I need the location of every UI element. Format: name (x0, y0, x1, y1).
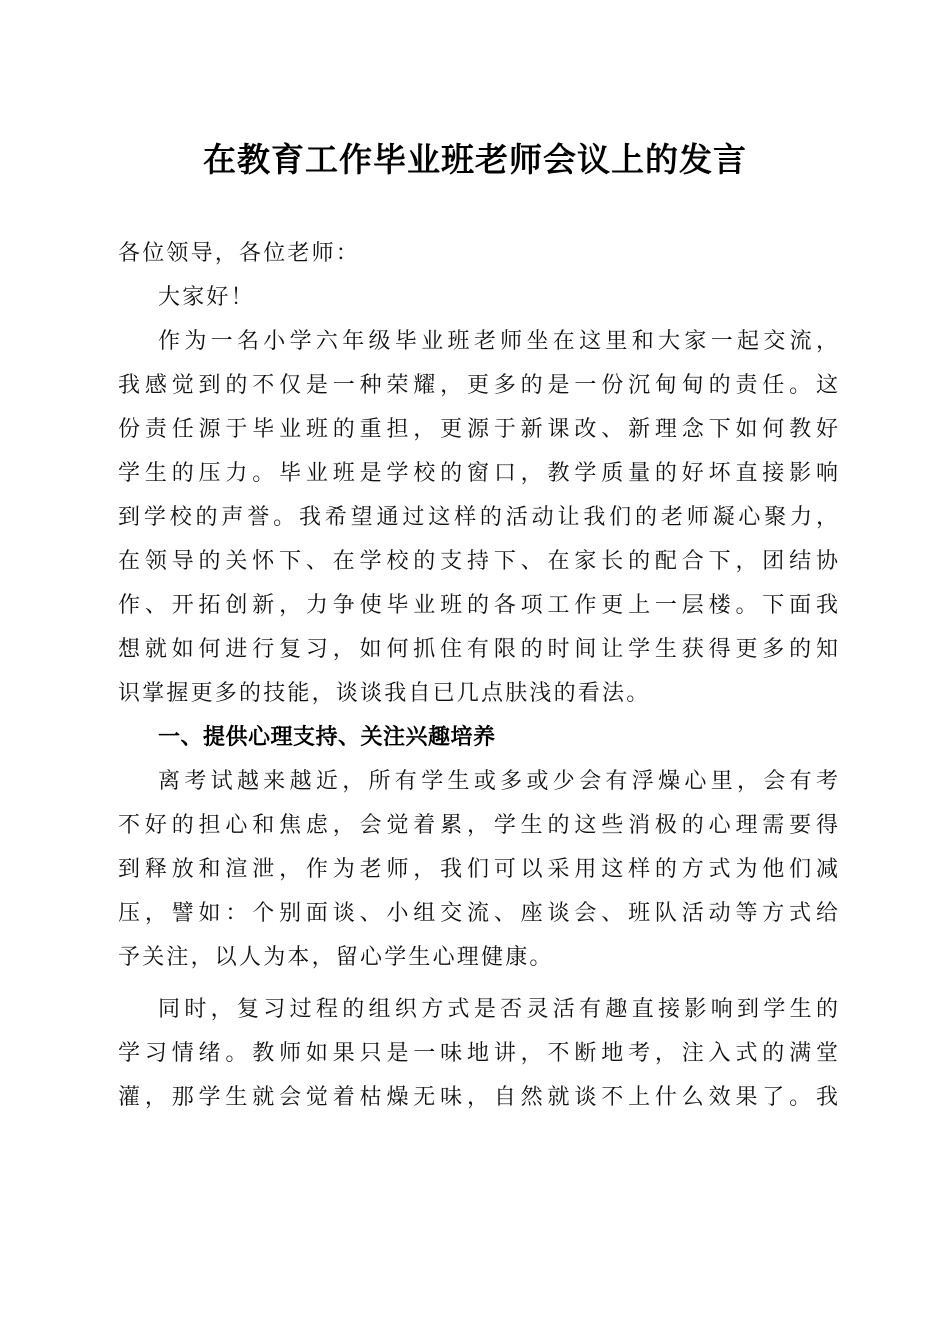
paragraph-1-line-1: 作为一名小学六年级毕业班老师坐在这里和大家一起交流， (158, 329, 838, 354)
paragraph-1-line-8: 想就如何进行复习，如何抓住有限的时间让学生获得更多的知 (118, 637, 838, 662)
section-paragraph-1-line-1: 离考试越来越近，所有学生或多或少会有浮燥心里，会有考 (158, 769, 838, 794)
paragraph-1-line-5: 到学校的声誉。我希望通过这样的活动让我们的老师凝心聚力， (118, 505, 838, 530)
section-heading-1: 一、提供心理支持、关注兴趣培养 (158, 725, 496, 750)
section-paragraph-2-line-1: 同时，复习过程的组织方式是否灵活有趣直接影响到学生的 (158, 997, 838, 1022)
paragraph-1-line-3: 份责任源于毕业班的重担，更源于新课改、新理念下如何教好 (118, 417, 838, 442)
paragraph-1-line-2: 我感觉到的不仅是一种荣耀，更多的是一份沉甸甸的责任。这 (118, 373, 838, 398)
paragraph-1-line-9: 识掌握更多的技能，谈谈我自已几点肤浅的看法。 (118, 681, 651, 706)
paragraph-1-line-7: 作、开拓创新，力争使毕业班的各项工作更上一层楼。下面我 (118, 593, 838, 618)
section-paragraph-1-line-3: 到释放和渲泄，作为老师，我们可以采用这样的方式为他们减 (118, 857, 838, 882)
salutation: 各位领导，各位老师： (118, 241, 361, 266)
document-title: 在教育工作毕业班老师会议上的发言 (203, 140, 747, 179)
paragraph-1-line-4: 学生的压力。毕业班是学校的窗口，教学质量的好坏直接影响 (118, 461, 838, 486)
section-paragraph-2-line-2: 学习情绪。教师如果只是一味地讲，不断地考，注入式的满堂 (118, 1041, 838, 1066)
paragraph-1-line-6: 在领导的关怀下、在学校的支持下、在家长的配合下，团结协 (118, 549, 838, 574)
section-paragraph-2-line-3: 灌，那学生就会觉着枯燥无味，自然就谈不上什么效果了。我 (118, 1085, 838, 1110)
greeting: 大家好！ (158, 285, 255, 310)
section-paragraph-1-line-5: 予关注，以人为本，留心学生心理健康。 (118, 945, 554, 970)
section-paragraph-1-line-4: 压，譬如：个别面谈、小组交流、座谈会、班队活动等方式给 (118, 901, 838, 926)
section-paragraph-1-line-2: 不好的担心和焦虑，会觉着累，学生的这些消极的心理需要得 (118, 813, 838, 838)
